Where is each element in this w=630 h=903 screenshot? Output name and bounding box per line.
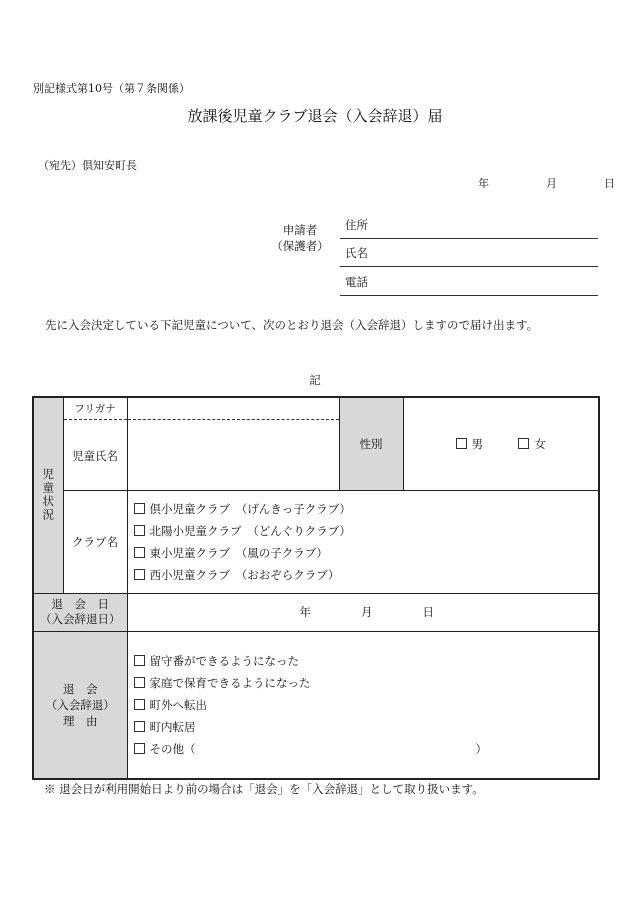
furigana-label: フリガナ xyxy=(63,397,127,419)
gender-options xyxy=(403,397,599,490)
club-checkbox[interactable] xyxy=(134,547,145,558)
club-nickname: （風の子クラブ） xyxy=(241,545,328,560)
addressee: （宛先）倶知安町長 xyxy=(38,159,137,172)
club-nickname: （どんぐりクラブ） xyxy=(253,523,351,538)
club-checkbox[interactable] xyxy=(134,503,145,514)
club-option-3[interactable] xyxy=(128,564,599,586)
club-list xyxy=(127,490,599,593)
date-month-label: 月 xyxy=(546,177,557,190)
wd-day: 日 xyxy=(422,605,434,619)
wd-month: 月 xyxy=(361,605,373,619)
ki-heading: 記 xyxy=(309,373,321,387)
reason-option-3[interactable] xyxy=(128,716,599,738)
female-label: 女 xyxy=(534,436,546,451)
applicant-label-line1: 申請者 xyxy=(282,223,318,237)
reason-line2: （入会辞退） xyxy=(45,697,115,712)
male-option[interactable] xyxy=(456,437,484,451)
applicant-label-line2: （保護者） xyxy=(271,239,329,253)
child-info-table xyxy=(32,396,600,780)
reason-line1: 退 会 xyxy=(63,681,98,696)
date-year-label: 年 xyxy=(478,177,489,190)
name-field[interactable] xyxy=(340,238,598,267)
reason-checkbox[interactable] xyxy=(134,743,145,754)
reason-option-4[interactable] xyxy=(128,738,599,760)
reason-label-text: 留守番ができるようになった xyxy=(149,653,299,668)
date-day-label: 日 xyxy=(604,177,615,190)
furigana-input[interactable] xyxy=(127,397,339,419)
withdraw-date-line2: （入会辞退日） xyxy=(40,612,121,626)
submission-date[interactable] xyxy=(478,175,615,191)
reason-option-0[interactable] xyxy=(128,650,599,672)
withdraw-date-input[interactable] xyxy=(127,593,599,631)
club-name: 東小児童クラブ xyxy=(149,545,230,560)
reason-label-text: 町外へ転出 xyxy=(149,697,207,712)
club-option-1[interactable] xyxy=(128,520,599,542)
name-label: 氏名 xyxy=(345,246,368,260)
reason-option-1[interactable] xyxy=(128,672,599,694)
reason-checkbox[interactable] xyxy=(134,677,145,688)
reason-list xyxy=(127,631,599,779)
reason-label-text: 町内転居 xyxy=(149,719,196,734)
club-option-2[interactable] xyxy=(128,542,599,564)
club-name: 北陽小児童クラブ xyxy=(149,523,242,538)
club-option-0[interactable] xyxy=(128,498,599,520)
reason-checkbox[interactable] xyxy=(134,699,145,710)
reason-close-paren: ） xyxy=(475,741,487,756)
male-checkbox[interactable] xyxy=(456,438,467,449)
reason-label-text: 家庭で保育できるようになった xyxy=(149,675,311,690)
phone-field[interactable] xyxy=(340,267,598,296)
reason-line3: 理 由 xyxy=(63,713,98,728)
footnote: ※ 退会日が利用開始日より前の場合は「退会」を「入会辞退」として取り扱います。 xyxy=(44,782,484,796)
child-name-label: 児童氏名 xyxy=(63,419,127,490)
club-nickname: （げんきっ子クラブ） xyxy=(241,501,351,516)
female-checkbox[interactable] xyxy=(518,438,529,449)
reason-option-2[interactable] xyxy=(128,694,599,716)
reason-checkbox[interactable] xyxy=(134,655,145,666)
female-option[interactable] xyxy=(518,437,546,451)
club-checkbox[interactable] xyxy=(134,569,145,580)
wd-year: 年 xyxy=(299,605,311,619)
reason-checkbox[interactable] xyxy=(134,721,145,732)
form-number-label: 別記様式第10号（第７条関係） xyxy=(33,82,190,95)
phone-label: 電話 xyxy=(345,275,368,289)
club-name: 西小児童クラブ xyxy=(149,567,230,582)
withdraw-date-label xyxy=(33,593,127,631)
gender-label: 性別 xyxy=(339,397,403,490)
club-name-label: クラブ名 xyxy=(63,490,127,593)
applicant-label xyxy=(270,222,330,254)
form-title: 放課後児童クラブ退会（入会辞退）届 xyxy=(187,107,443,125)
declaration-text: 先に入会決定している下記児童について、次のとおり退会（入会辞退）しますので届け出ます。 xyxy=(45,318,539,332)
club-nickname: （おおぞらクラブ） xyxy=(241,567,340,582)
child-status-label: 児童状況 xyxy=(41,468,56,523)
address-label: 住所 xyxy=(345,218,368,232)
club-name: 倶小児童クラブ xyxy=(149,501,230,516)
address-field[interactable] xyxy=(340,210,598,239)
child-status-header xyxy=(33,397,63,593)
club-checkbox[interactable] xyxy=(134,525,145,536)
withdraw-date-line1: 退 会 日 xyxy=(51,597,109,611)
reason-label-text: その他（ xyxy=(149,741,196,756)
male-label: 男 xyxy=(471,436,484,451)
child-name-input[interactable] xyxy=(127,419,339,490)
reason-label xyxy=(33,631,127,779)
